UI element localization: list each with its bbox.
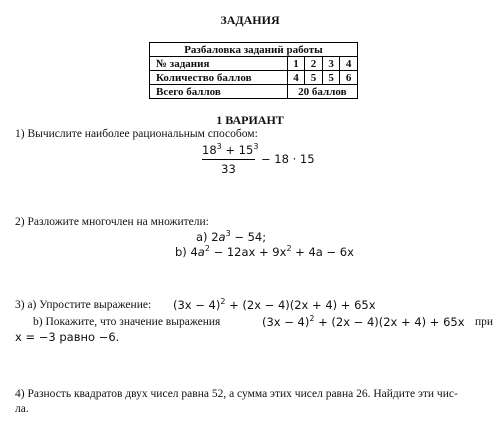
table-row <box>150 71 358 85</box>
task3-b-text: b) Покажите, что значение выражения <box>33 316 221 328</box>
task3-b-when: при <box>475 316 494 328</box>
page-title: ЗАДАНИЯ <box>220 13 280 27</box>
task3-b-value: x = −3 равно −6. <box>15 330 120 344</box>
task4-line1: 4) Разность квадратов двух чисел равна 52, а сумма этих чисел равна 26. Найдите эти чис- <box>15 388 458 400</box>
task2-b: b) $4a^2 - 12ax + 9x^2 + 4a - 6x$ <box>175 244 354 259</box>
task2-text: 2) Разложите многочлен на множители: <box>15 216 209 228</box>
table-row <box>150 43 358 57</box>
table-cell: 6 <box>340 71 358 85</box>
task3-b-expression: $(3x - 4)^2 + (2x - 4)(2x + 4) + 65x$ <box>262 314 465 329</box>
task2-a: a) $2a^3 - 54$; <box>196 229 267 244</box>
task1-rest: − 18 · 15 <box>261 152 315 166</box>
task3-a-text: 3) а) Упростите выражение: <box>15 299 152 311</box>
task1-text: 1) Вычислите наиболее рациональным способом: <box>15 128 258 140</box>
table-row <box>150 85 358 99</box>
score-table <box>149 42 358 99</box>
table-cell: 5 <box>322 71 340 85</box>
total-label: Всего баллов <box>150 85 288 99</box>
table-cell: 5 <box>305 71 323 85</box>
table-cell: 1 <box>287 57 305 71</box>
variant-heading: 1 ВАРИАНТ <box>216 113 284 127</box>
table-cell: 2 <box>305 57 323 71</box>
points-label: Количество баллов <box>150 71 288 85</box>
table-cell: 3 <box>322 57 340 71</box>
total-value: 20 баллов <box>287 85 357 99</box>
task4-line2: ла. <box>15 403 29 415</box>
task1-denominator: 33 <box>221 162 236 176</box>
table-cell: 4 <box>287 71 305 85</box>
task1-numerator: $18^3 + 15^3$ <box>202 142 259 157</box>
task3-expression: $(3x - 4)^2 + (2x - 4)(2x + 4) + 65x$ <box>173 297 376 312</box>
fraction-bar <box>202 159 255 160</box>
table-cell: 4 <box>340 57 358 71</box>
task-number-label: № задания <box>150 57 288 71</box>
table-header: Разбаловка заданий работы <box>150 43 358 57</box>
table-row <box>150 57 358 71</box>
